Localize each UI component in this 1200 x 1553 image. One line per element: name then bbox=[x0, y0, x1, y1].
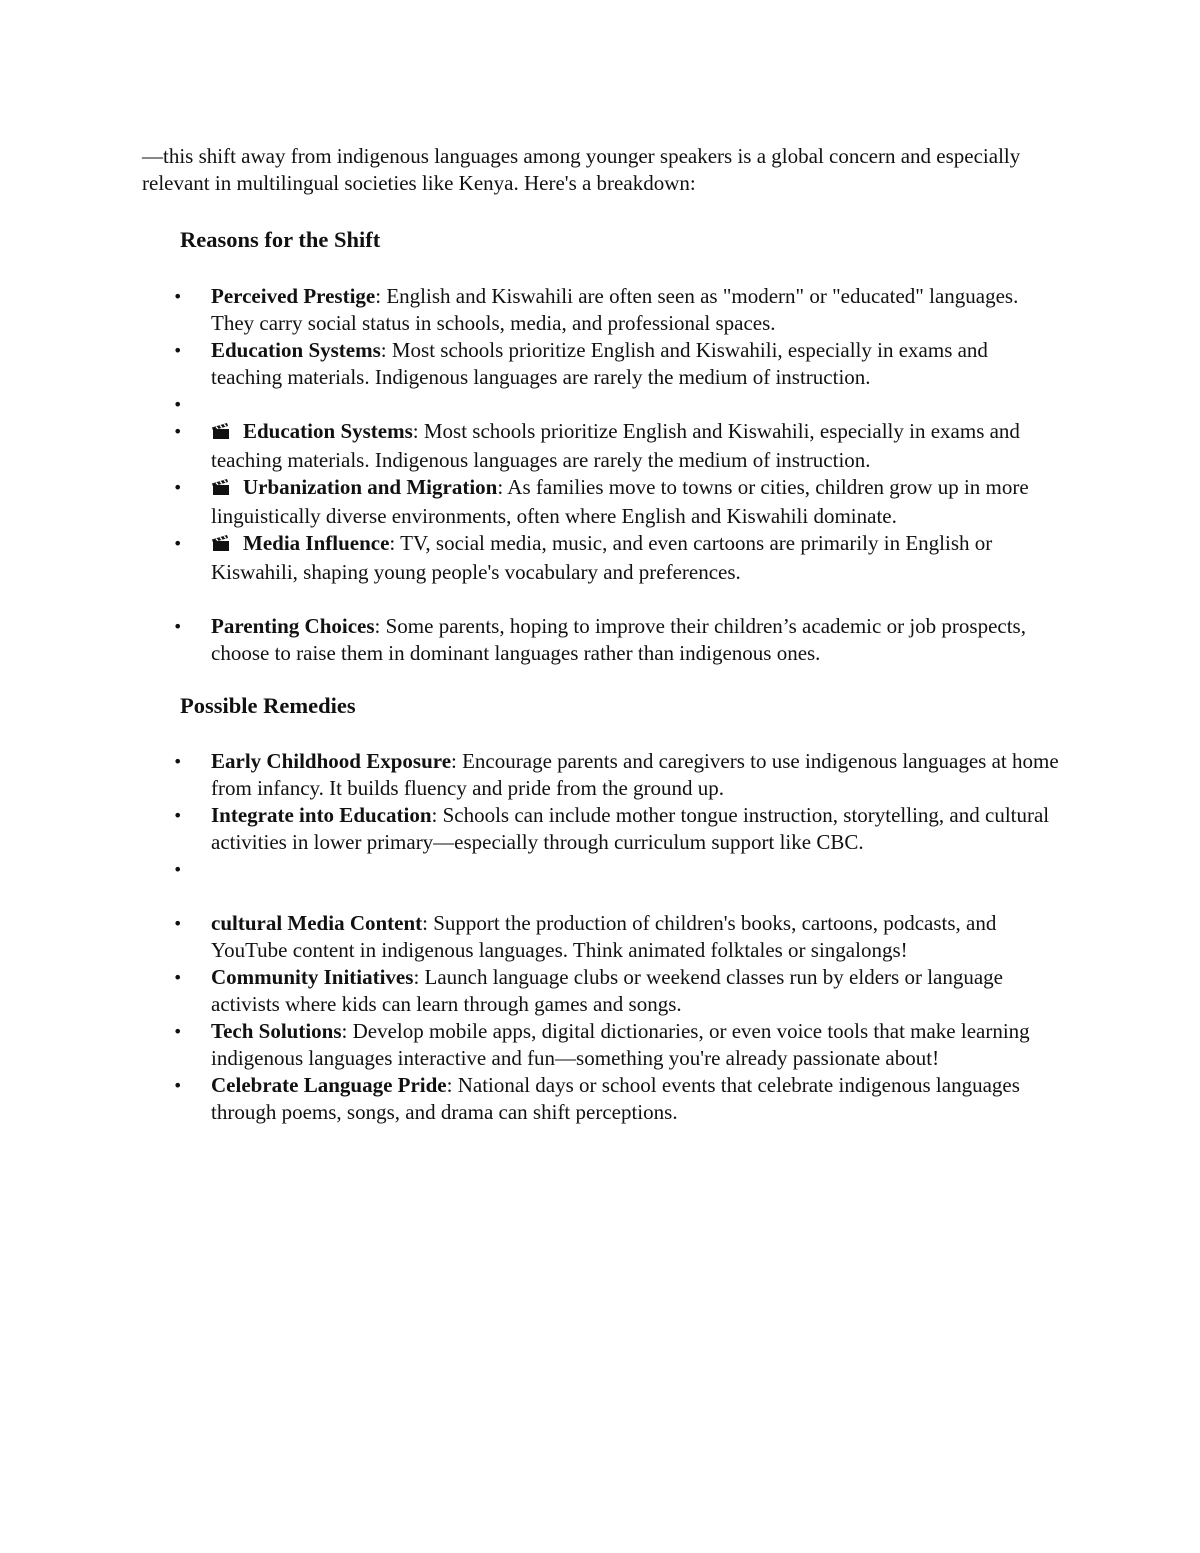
item-term: Media Influence bbox=[243, 531, 390, 555]
list-item bbox=[0, 964, 1061, 1018]
item-text: Launch language clubs or weekend classes run by elders or language activists where kids can learn through games and songs. bbox=[211, 965, 1003, 1016]
remedies-heading: Possible Remedies bbox=[180, 693, 356, 718]
item-text: National days or school events that celebrate indigenous languages through poems, songs, and drama can shift perceptions. bbox=[211, 1073, 1020, 1124]
item-separator: : bbox=[412, 419, 424, 443]
bullet-icon: • bbox=[173, 1076, 183, 1095]
bullet-icon: • bbox=[173, 395, 183, 414]
empty-list-item bbox=[0, 391, 1061, 418]
bullet-icon: • bbox=[173, 287, 183, 306]
item-text: Some parents, hoping to improve their children’s academic or job prospects, choose to raise them in dominant languages rather than indigenous ones. bbox=[211, 614, 1026, 665]
item-separator: : bbox=[413, 965, 425, 989]
item-separator: : bbox=[431, 803, 443, 827]
list-item bbox=[0, 613, 1061, 667]
bullet-icon: • bbox=[173, 341, 183, 360]
item-term: Education Systems bbox=[211, 338, 381, 362]
bullet-icon: • bbox=[173, 752, 183, 771]
bullet-icon: • bbox=[173, 914, 183, 933]
item-separator: : bbox=[451, 749, 463, 773]
item-separator: : bbox=[497, 475, 508, 499]
item-term: Education Systems bbox=[243, 419, 413, 443]
list-item bbox=[0, 1072, 1061, 1126]
item-term: Celebrate Language Pride bbox=[211, 1073, 447, 1097]
item-separator: : bbox=[389, 531, 401, 555]
list-item bbox=[0, 418, 1061, 474]
item-separator: : bbox=[446, 1073, 458, 1097]
item-text: Encourage parents and caregivers to use indigenous languages at home from infancy. It builds fluency and pride from the ground up. bbox=[211, 749, 1059, 800]
bullet-icon: • bbox=[173, 1022, 183, 1041]
item-term: Perceived Prestige bbox=[211, 284, 376, 308]
clapperboard-icon bbox=[211, 476, 233, 503]
bullet-icon: • bbox=[173, 968, 183, 987]
clapperboard-icon bbox=[211, 532, 233, 559]
blank-line bbox=[0, 883, 1200, 910]
item-term: cultural Media Content bbox=[211, 911, 423, 935]
blank-line bbox=[0, 586, 1200, 613]
item-text: As families move to towns or cities, children grow up in more linguistically diverse environments, often where English and Kiswahili dominate. bbox=[211, 475, 1029, 528]
reasons-list bbox=[0, 283, 1200, 667]
bullet-icon: • bbox=[173, 617, 183, 636]
item-text: TV, social media, music, and even cartoons are primarily in English or Kiswahili, shaping young people's vocabulary and preferences. bbox=[211, 531, 993, 584]
item-separator: : bbox=[380, 338, 392, 362]
bullet-icon: • bbox=[173, 860, 183, 879]
item-term: Community Initiatives bbox=[211, 965, 414, 989]
item-separator: : bbox=[422, 911, 434, 935]
item-text: Develop mobile apps, digital dictionaries, or even voice tools that make learning indigenous languages interactive and fun—something you're already passionate about! bbox=[211, 1019, 1030, 1070]
remedies-list bbox=[0, 748, 1200, 1126]
item-text: English and Kiswahili are often seen as "modern" or "educated" languages. They carry social status in schools, media, and professional spaces. bbox=[211, 284, 1019, 335]
item-text: Most schools prioritize English and Kiswahili, especially in exams and teaching materials. Indigenous languages are rarely the medium of instruction. bbox=[211, 419, 1020, 472]
list-item bbox=[0, 530, 1061, 586]
list-item bbox=[0, 910, 1061, 964]
item-text: Schools can include mother tongue instruction, storytelling, and cultural activities in lower primary—especially through curriculum support like CBC. bbox=[211, 803, 1050, 854]
item-text: Most schools prioritize English and Kiswahili, especially in exams and teaching materials. Indigenous languages are rarely the medium of instruction. bbox=[211, 338, 988, 389]
bullet-icon: • bbox=[173, 534, 183, 553]
bullet-icon: • bbox=[173, 806, 183, 825]
empty-list-item bbox=[0, 856, 1061, 883]
intro-paragraph: —this shift away from indigenous languages among younger speakers is a global concern and especially relevant in multilingual societies like Kenya. Here's a breakdown: bbox=[142, 144, 1021, 195]
list-item bbox=[0, 1018, 1061, 1072]
list-item bbox=[0, 283, 1061, 337]
list-item bbox=[0, 802, 1061, 856]
item-separator: : bbox=[375, 284, 387, 308]
list-item bbox=[0, 748, 1061, 802]
bullet-icon: • bbox=[173, 478, 183, 497]
clapperboard-icon bbox=[211, 420, 233, 447]
item-term: Early Childhood Exposure bbox=[211, 749, 452, 773]
item-term: Integrate into Education bbox=[211, 803, 432, 827]
bullet-icon: • bbox=[173, 422, 183, 441]
reasons-heading: Reasons for the Shift bbox=[180, 227, 381, 252]
item-term: Tech Solutions bbox=[211, 1019, 342, 1043]
item-term: Urbanization and Migration bbox=[243, 475, 498, 499]
item-separator: : bbox=[341, 1019, 353, 1043]
item-separator: : bbox=[374, 614, 386, 638]
list-item bbox=[0, 474, 1061, 530]
list-item bbox=[0, 337, 1061, 391]
item-term: Parenting Choices bbox=[211, 614, 375, 638]
item-text: Support the production of children's books, cartoons, podcasts, and YouTube content in indigenous languages. Think animated folktales or singalongs! bbox=[211, 911, 997, 962]
